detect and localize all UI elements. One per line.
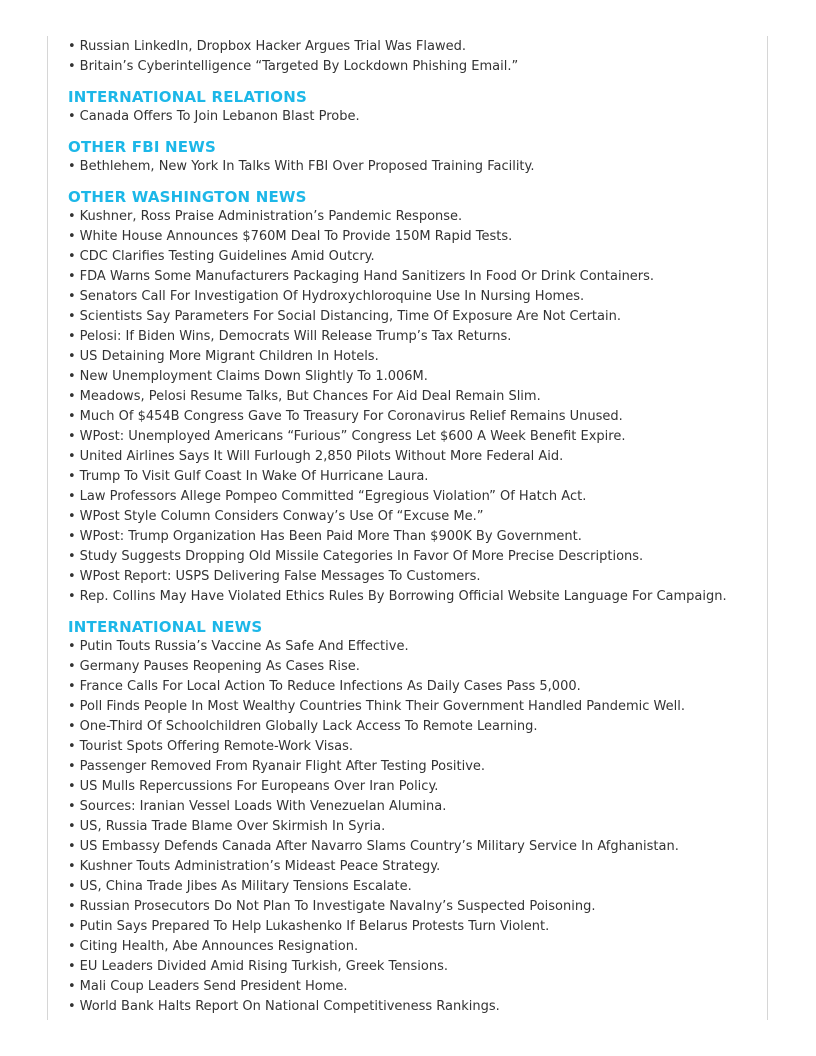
- newsletter-content: [68, 37, 758, 1017]
- headline-item[interactable]: • WPost Report: USPS Delivering False Messages To Customers.: [68, 567, 758, 587]
- headline-item[interactable]: • Citing Health, Abe Announces Resignation.: [68, 937, 758, 957]
- headline-item[interactable]: • Study Suggests Dropping Old Missile Categories In Favor Of More Precise Descriptions.: [68, 547, 758, 567]
- headline-item[interactable]: • Meadows, Pelosi Resume Talks, But Chances For Aid Deal Remain Slim.: [68, 387, 758, 407]
- headline-item[interactable]: • Scientists Say Parameters For Social Distancing, Time Of Exposure Are Not Certain.: [68, 307, 758, 327]
- headline-item[interactable]: • Pelosi: If Biden Wins, Democrats Will Release Trump’s Tax Returns.: [68, 327, 758, 347]
- headline-item[interactable]: • Senators Call For Investigation Of Hydroxychloroquine Use In Nursing Homes.: [68, 287, 758, 307]
- section-heading: INTERNATIONAL RELATIONS: [68, 88, 307, 106]
- headline-item[interactable]: • New Unemployment Claims Down Slightly To 1.006M.: [68, 367, 758, 387]
- headline-item[interactable]: • Trump To Visit Gulf Coast In Wake Of Hurricane Laura.: [68, 467, 758, 487]
- headline-item[interactable]: • Law Professors Allege Pompeo Committed “Egregious Violation” Of Hatch Act.: [68, 487, 758, 507]
- news-section: [68, 177, 758, 607]
- headline-item[interactable]: • CDC Clarifies Testing Guidelines Amid Outcry.: [68, 247, 758, 267]
- headline-item[interactable]: • US, China Trade Jibes As Military Tensions Escalate.: [68, 877, 758, 897]
- headline-item[interactable]: • Rep. Collins May Have Violated Ethics Rules By Borrowing Official Website Language For Campaign.: [68, 587, 758, 607]
- section-heading: INTERNATIONAL NEWS: [68, 618, 263, 636]
- headline-list: [68, 637, 758, 1017]
- news-section: [68, 607, 758, 1017]
- headline-item[interactable]: • Canada Offers To Join Lebanon Blast Probe.: [68, 107, 758, 127]
- headline-item[interactable]: • Putin Touts Russia’s Vaccine As Safe And Effective.: [68, 637, 758, 657]
- headline-item[interactable]: • World Bank Halts Report On National Competitiveness Rankings.: [68, 997, 758, 1017]
- headline-item[interactable]: • White House Announces $760M Deal To Provide 150M Rapid Tests.: [68, 227, 758, 247]
- headline-item[interactable]: • Much Of $454B Congress Gave To Treasury For Coronavirus Relief Remains Unused.: [68, 407, 758, 427]
- news-section: [68, 37, 758, 77]
- headline-item[interactable]: • Germany Pauses Reopening As Cases Rise.: [68, 657, 758, 677]
- headline-item[interactable]: • Poll Finds People In Most Wealthy Countries Think Their Government Handled Pandemic Well.: [68, 697, 758, 717]
- headline-item[interactable]: • Britain’s Cyberintelligence “Targeted By Lockdown Phishing Email.”: [68, 57, 758, 77]
- headline-item[interactable]: • France Calls For Local Action To Reduce Infections As Daily Cases Pass 5,000.: [68, 677, 758, 697]
- headline-item[interactable]: • Tourist Spots Offering Remote-Work Visas.: [68, 737, 758, 757]
- headline-item[interactable]: • Putin Says Prepared To Help Lukashenko If Belarus Protests Turn Violent.: [68, 917, 758, 937]
- headline-item[interactable]: • FDA Warns Some Manufacturers Packaging Hand Sanitizers In Food Or Drink Containers.: [68, 267, 758, 287]
- section-heading: OTHER WASHINGTON NEWS: [68, 188, 307, 206]
- headline-item[interactable]: • Russian Prosecutors Do Not Plan To Investigate Navalny’s Suspected Poisoning.: [68, 897, 758, 917]
- headline-item[interactable]: • Passenger Removed From Ryanair Flight After Testing Positive.: [68, 757, 758, 777]
- headline-item[interactable]: • US, Russia Trade Blame Over Skirmish In Syria.: [68, 817, 758, 837]
- headline-item[interactable]: • Bethlehem, New York In Talks With FBI Over Proposed Training Facility.: [68, 157, 758, 177]
- headline-item[interactable]: • Kushner Touts Administration’s Mideast Peace Strategy.: [68, 857, 758, 877]
- headline-item[interactable]: • WPost Style Column Considers Conway’s Use Of “Excuse Me.”: [68, 507, 758, 527]
- headline-item[interactable]: • Russian LinkedIn, Dropbox Hacker Argues Trial Was Flawed.: [68, 37, 758, 57]
- headline-item[interactable]: • WPost: Unemployed Americans “Furious” Congress Let $600 A Week Benefit Expire.: [68, 427, 758, 447]
- headline-list: [68, 207, 758, 607]
- headline-item[interactable]: • EU Leaders Divided Amid Rising Turkish, Greek Tensions.: [68, 957, 758, 977]
- headline-item[interactable]: • US Mulls Repercussions For Europeans Over Iran Policy.: [68, 777, 758, 797]
- headline-item[interactable]: • Kushner, Ross Praise Administration’s Pandemic Response.: [68, 207, 758, 227]
- headline-item[interactable]: • WPost: Trump Organization Has Been Paid More Than $900K By Government.: [68, 527, 758, 547]
- headline-item[interactable]: • Sources: Iranian Vessel Loads With Venezuelan Alumina.: [68, 797, 758, 817]
- news-section: [68, 127, 758, 177]
- headline-item[interactable]: • Mali Coup Leaders Send President Home.: [68, 977, 758, 997]
- headline-list: [68, 157, 758, 177]
- section-heading: OTHER FBI NEWS: [68, 138, 216, 156]
- news-section: [68, 77, 758, 127]
- headline-list: [68, 37, 758, 77]
- headline-item[interactable]: • United Airlines Says It Will Furlough 2,850 Pilots Without More Federal Aid.: [68, 447, 758, 467]
- headline-item[interactable]: • One-Third Of Schoolchildren Globally Lack Access To Remote Learning.: [68, 717, 758, 737]
- headline-item[interactable]: • US Embassy Defends Canada After Navarro Slams Country’s Military Service In Afghanistan.: [68, 837, 758, 857]
- headline-item[interactable]: • US Detaining More Migrant Children In Hotels.: [68, 347, 758, 367]
- headline-list: [68, 107, 758, 127]
